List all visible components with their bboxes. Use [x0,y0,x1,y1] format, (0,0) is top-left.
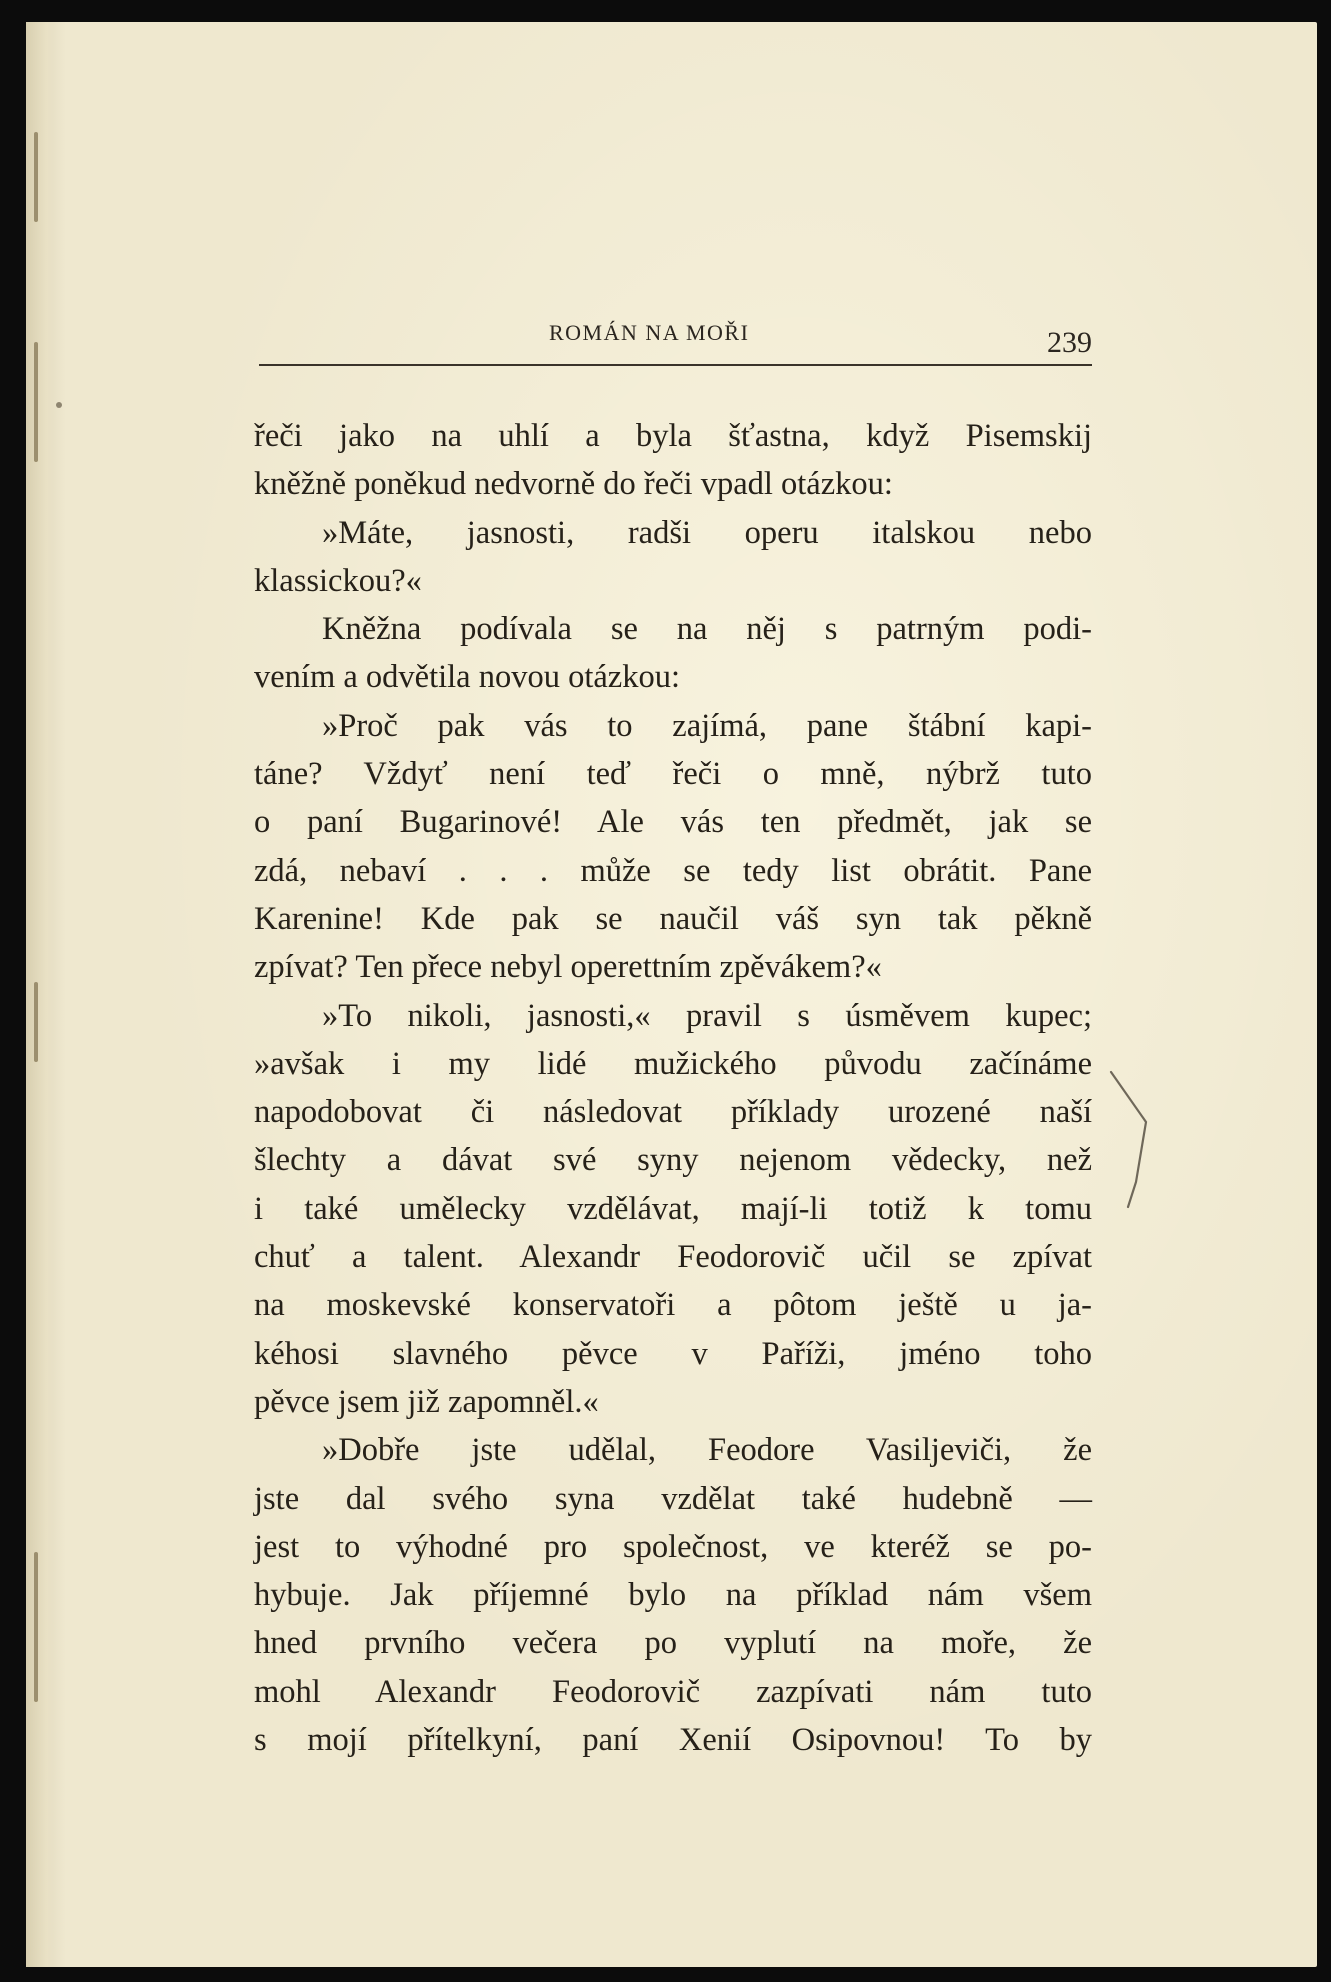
text-line: Karenine! Kde pak se naučil váš syn tak pěkně [254,900,1092,937]
text-line: řeči jako na uhlí a byla šťastna, když Pisemskij [254,418,1092,454]
text-line: na moskevské konservatoři a pôtom ještě u ja- [254,1287,1092,1324]
page-header [259,312,1092,366]
running-title: ROMÁN NA MOŘI [549,320,750,345]
text-line: pěvce jsem již zapomněl.« [254,1383,599,1420]
page-number: 239 [1047,326,1092,359]
text-line: i také umělecky vzdělávat, mají-li totiž k tomu [254,1190,1092,1227]
text-line: Kněžna podívala se na něj s patrným podi- [322,611,1092,648]
text-line: hned prvního večera po vyplutí na moře, že [254,1625,1092,1662]
text-line: táne? Vždyť není teď řeči o mně, nýbrž tuto [254,756,1092,793]
binding-thread [34,342,38,462]
text-line: kněžně poněkud nedvorně do řeči vpadl otázkou: [254,466,893,503]
text-line: zpívat? Ten přece nebyl operettním zpěvákem?« [254,949,882,986]
book-page [26,22,1317,1967]
text-line: zdá, nebaví . . . může se tedy list obrátit. Pane [254,852,1092,889]
text-line: »Máte, jasnosti, radši operu italskou nebo [322,514,1092,551]
text-line: o paní Bugarinové! Ale vás ten předmět, jak se [254,804,1092,841]
body-text [254,412,1092,1764]
text-line: »avšak i my lidé mužického původu začínáme [254,1045,1092,1082]
text-line: kéhosi slavného pěvce v Paříži, jméno toho [254,1335,1092,1372]
text-line: klassickou?« [254,562,422,599]
text-line: chuť a talent. Alexandr Feodorovič učil se zpívat [254,1239,1092,1276]
text-line: šlechty a dávat své syny nejenom vědecky, než [254,1142,1092,1179]
text-line: napodobovat či následovat příklady urozené naší [254,1094,1092,1131]
binding-thread [34,1552,38,1702]
paper-speck [56,402,62,408]
text-line: mohl Alexandr Feodorovič zazpívati nám tuto [254,1673,1092,1710]
text-line: »Proč pak vás to zajímá, pane štábní kapi- [322,707,1092,744]
text-line: jste dal svého syna vzdělat také hudebně — [254,1480,1092,1517]
text-line: vením a odvětila novou otázkou: [254,659,681,696]
binding-thread [34,982,38,1062]
text-line: »To nikoli, jasnosti,« pravil s úsměvem kupec; [322,997,1092,1034]
pencil-bracket-mark [1106,1042,1166,1222]
text-line: jest to výhodné pro společnost, ve kteréž se po- [254,1528,1092,1565]
binding-edge [26,22,56,1967]
text-line: s mojí přítelkyní, paní Xenií Osipovnou! To by [254,1722,1092,1759]
binding-thread [34,132,38,222]
text-line: »Dobře jste udělal, Feodore Vasiljeviči, že [322,1432,1092,1469]
text-line: hybuje. Jak příjemné bylo na příklad nám všem [254,1577,1092,1614]
